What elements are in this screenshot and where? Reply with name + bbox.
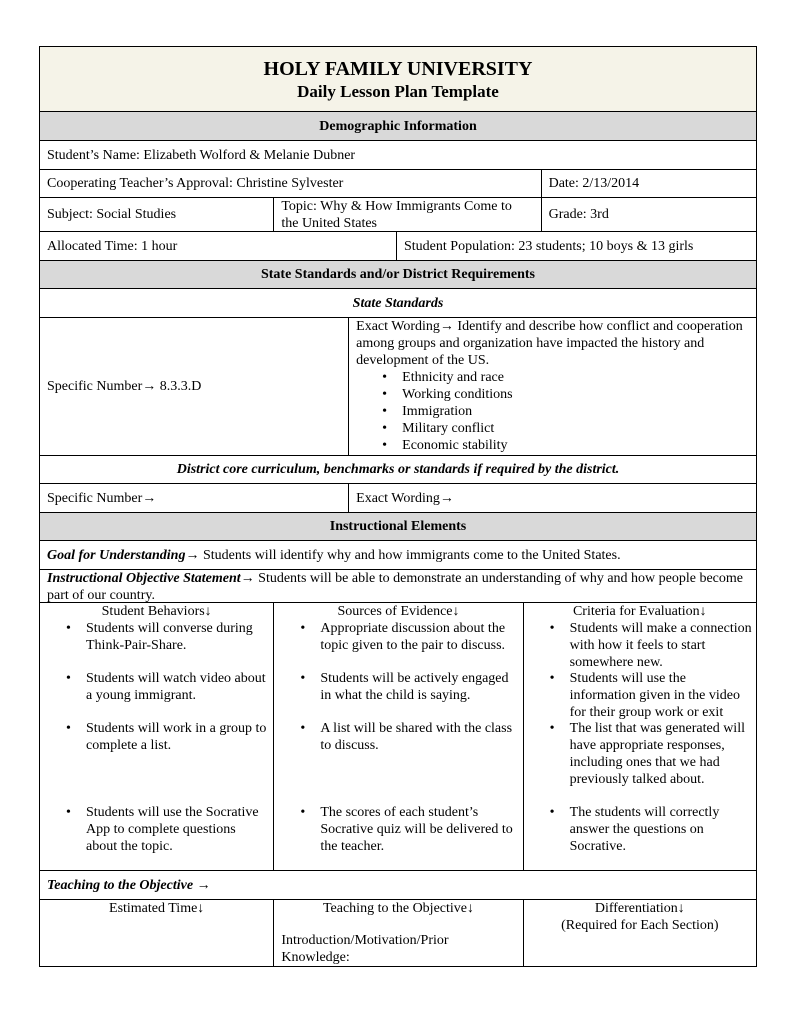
intro-motivation: Introduction/Motivation/Prior Knowledge: — [281, 933, 449, 965]
teaching-table — [39, 900, 757, 967]
behavior-item: • Students will work in a group to complete a list. — [40, 720, 273, 804]
title-block — [39, 46, 757, 112]
behavior-item: • Students will use the Socrative App to complete questions about the topic. — [40, 804, 273, 854]
date: Date: 2/13/2014 — [541, 170, 756, 197]
state-exact-wording: Exact Wording→ Identify and describe how conflict and cooperation among groups and organization have impacted the history and development of the US. • Ethnicity and race • Working conditions • Immigration • Military conflict • Economic stability — [348, 318, 756, 455]
demographic-section-header: Demographic Information — [39, 112, 757, 141]
goal-row — [39, 541, 757, 570]
standard-bullet: • Immigration — [356, 403, 749, 420]
district-specific-number: Specific Number→ — [47, 490, 157, 506]
teacher-approval: Cooperating Teacher’s Approval: Christine Sylvester — [47, 176, 344, 191]
standards-section-header: State Standards and/or District Requirements — [39, 261, 757, 289]
objective-evidence-table — [39, 603, 757, 871]
template-title: Daily Lesson Plan Template — [297, 82, 499, 101]
evidence-item: • Students will be actively engaged in what the child is saying. — [274, 670, 522, 720]
criteria-for-evaluation-column: Criteria for Evaluation↓ • Students will make a connection with how it feels to start somewhere new. • Students will use the information given in the video for their group work or exit • The list that was generated will have appropriate responses, including ones that we had previously talked about. • The students will correctly answer the questions on Socrative. — [523, 603, 756, 870]
university-name: HOLY FAMILY UNIVERSITY — [263, 58, 533, 80]
state-specific-number: Specific Number→ 8.3.3.D — [47, 379, 202, 394]
differentiation-column: Differentiation↓ (Required for Each Section) — [523, 900, 756, 966]
evidence-item: • A list will be shared with the class to discuss. — [274, 720, 522, 804]
student-population: Student Population: 23 students; 10 boys & 13 girls — [396, 232, 756, 260]
approval-row — [39, 170, 757, 198]
criteria-item: • Students will use the information given in the video for their group work or exit — [524, 670, 756, 720]
district-exact-wording: Exact Wording→ — [348, 484, 756, 512]
district-heading-row: District core curriculum, benchmarks or standards if required by the district. — [39, 456, 757, 484]
standard-bullet: • Working conditions — [356, 386, 749, 403]
allocated-time: Allocated Time: 1 hour — [47, 238, 178, 254]
goal-text: Goal for Understanding→ Students will identify why and how immigrants come to the United States. — [47, 547, 621, 563]
state-standard-row — [39, 318, 757, 456]
time-population-row — [39, 232, 757, 261]
standard-bullet-list — [356, 369, 749, 454]
criteria-item: • The list that was generated will have appropriate responses, including ones that we had previously talked about. — [524, 720, 756, 804]
sources-of-evidence-column: Sources of Evidence↓ • Appropriate discussion about the topic given to the pair to discuss. • Students will be actively engaged in what the child is saying. • A list will be shared with the class to discuss. • The scores of each student’s Socrative quiz will be delivered to the teacher. — [273, 603, 522, 870]
evidence-item: • The scores of each student’s Socrative quiz will be delivered to the teacher. — [274, 804, 522, 854]
students-name-row — [39, 141, 757, 170]
teaching-column: Teaching to the Objective↓ Introduction/Motivation/Prior Knowledge: — [273, 900, 522, 966]
standard-bullet: • Ethnicity and race — [356, 369, 749, 386]
teaching-label-row — [39, 871, 757, 900]
instructional-section-header: Instructional Elements — [39, 513, 757, 541]
grade: Grade: 3rd — [541, 198, 756, 231]
lesson-plan-document — [39, 46, 757, 967]
criteria-item: • Students will make a connection with how it feels to start somewhere new. — [524, 620, 756, 670]
district-standard-row — [39, 484, 757, 513]
teaching-label: Teaching to the Objective → — [47, 877, 211, 893]
objective-text: Instructional Objective Statement→ Students will be able to demonstrate an understanding of why and how people become part of our country. — [47, 571, 743, 603]
estimated-time-column: Estimated Time↓ — [109, 901, 205, 916]
topic: Topic: Why & How Immigrants Come to the United States — [273, 198, 540, 231]
subject: Subject: Social Studies — [47, 207, 177, 222]
behavior-item: • Students will watch video about a young immigrant. — [40, 670, 273, 720]
criteria-item: • The students will correctly answer the questions on Socrative. — [524, 804, 756, 854]
state-standards-heading: State Standards — [39, 289, 757, 318]
subject-row — [39, 198, 757, 232]
evidence-item: • Appropriate discussion about the topic given to the pair to discuss. — [274, 620, 522, 670]
student-behaviors-column: Student Behaviors↓ • Students will converse during Think-Pair-Share. • Students will watch video about a young immigrant. • Students will work in a group to complete a list. • Students will use the Socrative App to complete questions about the topic. — [40, 603, 273, 870]
students-name: Student’s Name: Elizabeth Wolford & Melanie Dubner — [47, 147, 356, 163]
standard-bullet: • Economic stability — [356, 437, 749, 454]
behavior-item: • Students will converse during Think-Pair-Share. — [40, 620, 273, 670]
objective-row — [39, 570, 757, 603]
standard-bullet: • Military conflict — [356, 420, 749, 437]
